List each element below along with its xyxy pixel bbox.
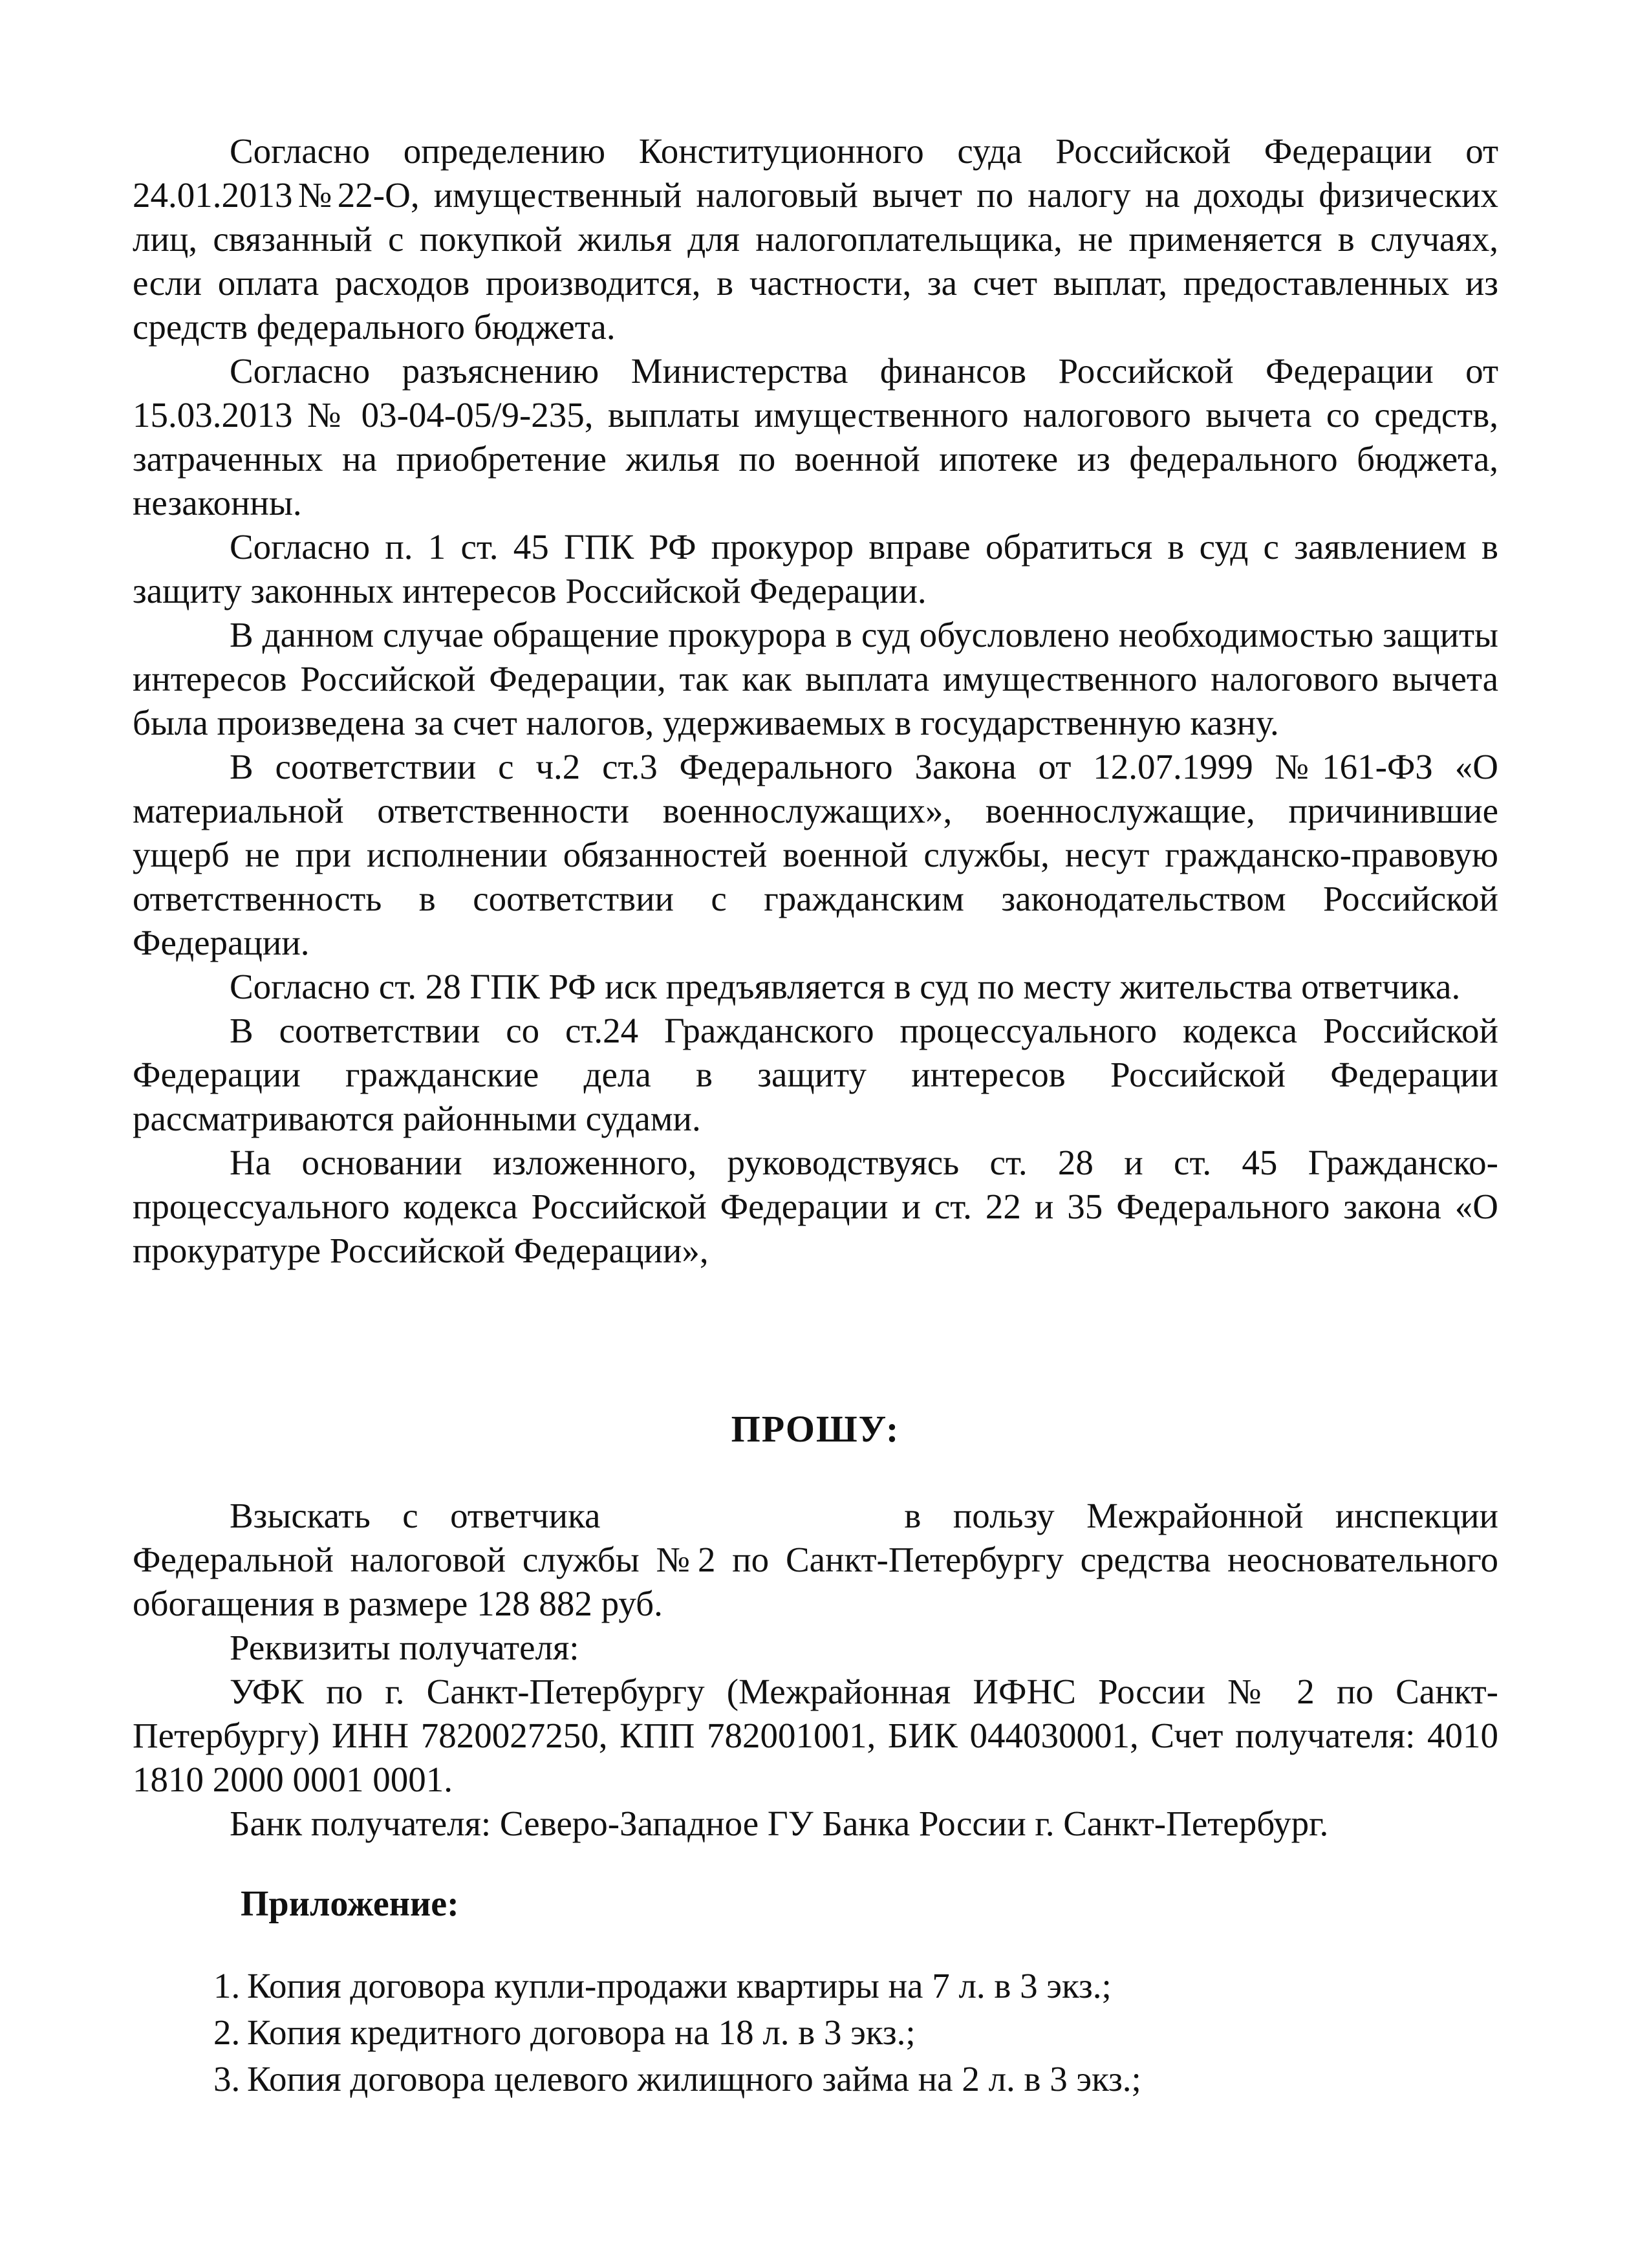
request-heading: ПРОШУ: bbox=[731, 1408, 900, 1450]
attachment-number: 1. bbox=[213, 1966, 241, 2005]
paragraph-reason: В данном случае обращение прокурора в суд обусловлено необходимостью защиты интересов Российской Федерации, так как выплата имущественного налогового вычета была произведена за счет налогов, удерживаемых в государственную казну. bbox=[133, 615, 1498, 742]
paragraph-constitutional-court: Согласно определению Конституционного суда Российской Федерации от 24.01.2013№22-О, имущественный налоговый вычет по налогу на доходы физических лиц, связанный с покупкой жилья для налогоплательщика, не применяется в случаях, если оплата расходов производится, в частности, за счет выплат, предоставленных из средств федерального бюджета. bbox=[133, 131, 1498, 347]
attachment-text: Копия договора целевого жилищного займа на 2 л. в 3 экз.; bbox=[247, 2059, 1141, 2099]
attachments-list bbox=[213, 1963, 1494, 2102]
paragraph-district-courts: В соответствии со ст.24 Гражданского процессуального кодекса Российской Федерации гражданские дела в защиту интересов Российской Федерации рассматриваются районными судами. bbox=[133, 1011, 1498, 1138]
attachments-title: Приложение: bbox=[241, 1884, 459, 1924]
paragraph-ministry-of-finance: Согласно разъяснению Министерства финансов Российской Федерации от 15.03.2013 № 03-04-05/9-235, выплаты имущественного налогового вычета со средств, затраченных на приобретение жилья по военной ипотеке из федерального бюджета, незаконны. bbox=[133, 351, 1498, 523]
document-body bbox=[133, 129, 1498, 1273]
paragraph-grounds: На основании изложенного, руководствуясь ст. 28 и ст. 45 Гражданско-процессуального кодекса Российской Федерации и ст. 22 и 35 Федерального закона «О прокуратуре Российской Федерации», bbox=[133, 1143, 1498, 1270]
requisites-label: Реквизиты получателя: bbox=[230, 1628, 579, 1667]
claim-rest: в пользу Межрайонной инспекции Федеральной налоговой службы №2 по Санкт-Петербургу средства неосновательного обогащения в размере 128 882 руб. bbox=[133, 1496, 1498, 1623]
paragraph-prosecutor-right: Согласно п. 1 ст. 45 ГПК РФ прокурор вправе обратиться в суд с заявлением в защиту законных интересов Российской Федерации. bbox=[133, 527, 1498, 610]
attachment-item bbox=[213, 1963, 1494, 2009]
claim-paragraph bbox=[133, 1494, 1498, 1626]
recipient-details: УФК по г. Санкт-Петербургу (Межрайонная ИФНС России № 2 по Санкт-Петербургу) ИНН 7820027250, КПП 782001001, БИК 044030001, Счет получателя: 4010 1810 2000 0001 0001. bbox=[133, 1672, 1498, 1799]
paragraph-jurisdiction: Согласно ст. 28 ГПК РФ иск предъявляется в суд по месту жительства ответчика. bbox=[230, 967, 1461, 1006]
attachment-text: Копия договора купли-продажи квартиры на 7 л. в 3 экз.; bbox=[247, 1966, 1112, 2005]
bank-details: Банк получателя: Северо-Западное ГУ Банка России г. Санкт-Петербург. bbox=[230, 1804, 1329, 1843]
attachment-text: Копия кредитного договора на 18 л. в 3 экз.; bbox=[247, 2013, 916, 2052]
request-section bbox=[133, 1494, 1498, 1846]
attachment-item bbox=[213, 2009, 1494, 2056]
attachment-number: 2. bbox=[213, 2013, 241, 2052]
claim-start: Взыскать с ответчика bbox=[230, 1496, 601, 1535]
heading-block bbox=[133, 1407, 1498, 1452]
paragraph-federal-law: В соответствии с ч.2 ст.3 Федерального Закона от 12.07.1999 №161-ФЗ «О материальной ответственности военнослужащих», военнослужащие, причинившие ущерб не при исполнении обязанностей военной службы, несут гражданско-правовую ответственность в соответствии с гражданским законодательством Российской Федерации. bbox=[133, 747, 1498, 962]
attachment-number: 3. bbox=[213, 2059, 241, 2099]
attachment-item bbox=[213, 2056, 1494, 2102]
